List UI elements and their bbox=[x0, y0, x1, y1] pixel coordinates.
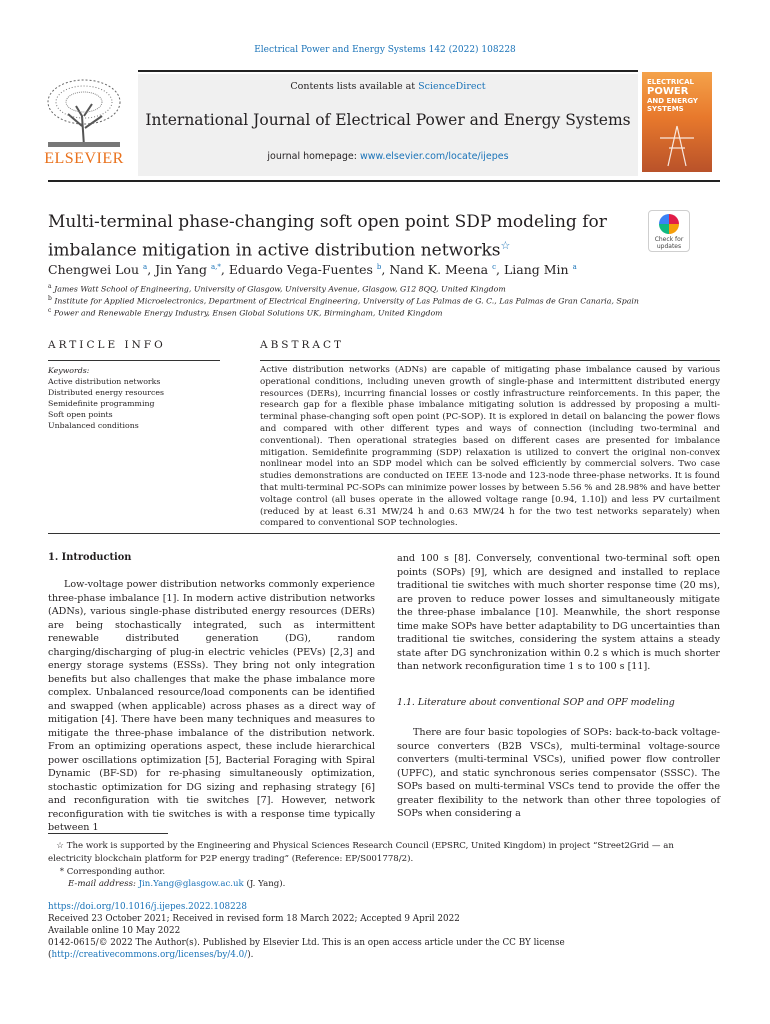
article-info-heading: ARTICLE INFO bbox=[48, 339, 166, 351]
funding-footnote-text: The work is supported by the Engineering and Physical Sciences Research Council (EPSRC, United Kingdom) in project “Street2Grid — an electricity blockchain platform for P2P energy trading” (Reference: EP/S001778/2). bbox=[48, 841, 674, 864]
keyword: Active distribution networks bbox=[48, 377, 161, 386]
homepage-prefix: journal homepage: bbox=[267, 151, 360, 162]
check-updates-icon bbox=[659, 214, 679, 234]
email-label: E-mail address: bbox=[68, 879, 136, 889]
license-prefix: 0142-0615/© 2022 The Author(s). Published by Elsevier Ltd. This is an open access article under the CC BY license ( bbox=[48, 938, 565, 960]
author-name: Chengwei Lou bbox=[48, 262, 140, 277]
journal-homepage bbox=[138, 151, 638, 162]
author-name: Eduardo Vega-Fuentes bbox=[228, 262, 373, 277]
keyword: Soft open points bbox=[48, 410, 113, 419]
check-for-updates-button[interactable] bbox=[648, 210, 690, 252]
affiliation-text: Institute for Applied Microelectronics, Department of Electrical Engineering, University of Las Palmas de G. C., Las Palmas de Gran Canaria, Spain bbox=[54, 296, 639, 306]
abstract-text: Active distribution networks (ADNs) are capable of mitigating phase imbalance caused by various operational conditions, including uneven growth of single-phase and intermittent distributed energy resources (DERs), incurring financial losses or costly infrastructure reinforcements. In this paper, the research gap for a flexible phase imbalance mitigating solution is addressed by proposing a multi-terminal phase-changing soft open point (PC-SOP). It is explored in detail on balancing the power flows and compared with other different types and ways of connection (including two-terminal and conventional). Then operational strategies based on different cases are presented for imbalance mitigation. Semidefinite programming (SDP) relaxation is utilized to convert the original non-convex nonlinear model into an SDP model which can be solved efficiently by commercial solvers. Two case studies demonstrations are conducted on IEEE 13-node and 123-node three-phase networks. It is found that multi-terminal PC-SOPs can minimize power losses by between 5.56 % and 28.98% and have better voltage control (all buses operate in the allowed voltage range [0.94, 1.10]) and less PV curtailment (reduced by at least 6.31 MW/24 h and 0.63 MW/24 h for the two test networks separately) when compared to conventional SOP technologies. bbox=[260, 365, 720, 529]
license-line bbox=[48, 938, 728, 961]
keyword: Unbalanced conditions bbox=[48, 421, 139, 430]
corresponding-mark: * bbox=[59, 867, 64, 877]
author-list: Chengwei Lou $^a$, Jin Yang $^{a,*}$, Eduardo Vega-Fuentes $^b$, Nand K. Meena $^c$, Liang Min $^a$ bbox=[48, 262, 577, 277]
author-name: Nand K. Meena bbox=[389, 262, 489, 277]
body-paragraph: There are four basic topologies of SOPs: back-to-back voltage-source converters (B2B VSCs), multi-terminal voltage-source converters (multi-terminal VSCs), unified power flow controller (UPFC), and static synchronous series compensator (SSSC). The SOPs based on multi-terminal VSCs tend to provide the offer the greater flexibility to the network than other three topologies of SOPs when considering a bbox=[397, 727, 720, 819]
homepage-link[interactable]: www.elsevier.com/locate/ijepes bbox=[359, 151, 509, 162]
online-date: Available online 10 May 2022 bbox=[48, 926, 181, 936]
journal-title: International Journal of Electrical Power and Energy Systems bbox=[145, 111, 631, 129]
abstract-rule bbox=[260, 360, 720, 361]
cover-line: SYSTEMS bbox=[647, 105, 684, 113]
corresponding-text: Corresponding author. bbox=[66, 867, 166, 877]
affiliation-mark: a bbox=[48, 283, 52, 290]
header-bottom-rule bbox=[48, 180, 720, 182]
funding-footnote-mark: ☆ bbox=[56, 841, 64, 851]
keyword: Semidefinite programming bbox=[48, 399, 155, 408]
title-footnote-mark[interactable]: ☆ bbox=[500, 239, 511, 252]
author-affil-mark[interactable]: b bbox=[376, 262, 382, 271]
publisher-name: ELSEVIER bbox=[44, 150, 124, 167]
info-rule bbox=[48, 360, 220, 361]
author-name: Liang Min bbox=[503, 262, 569, 277]
subsection-heading: 1.1. Literature about conventional SOP and OPF modeling bbox=[397, 697, 675, 708]
journal-cover-image bbox=[642, 72, 712, 172]
check-updates-label: Check for updates bbox=[654, 236, 684, 250]
section-heading: 1. Introduction bbox=[48, 552, 132, 563]
license-suffix: ). bbox=[247, 949, 254, 960]
abstract-heading: ABSTRACT bbox=[260, 339, 345, 351]
affiliation bbox=[48, 295, 728, 306]
author-affil-mark[interactable]: a,* bbox=[210, 262, 221, 271]
received-dates: Received 23 October 2021; Received in revised form 18 March 2022; Accepted 9 April 2022 bbox=[48, 914, 460, 924]
license-link[interactable]: http://creativecommons.org/licenses/by/4.0/ bbox=[51, 949, 248, 960]
cover-line: ELECTRICAL bbox=[647, 78, 694, 86]
cover-title bbox=[647, 78, 707, 113]
body-paragraph: Low-voltage power distribution networks commonly experience three-phase imbalance [1]. In modern active distribution networks (ADNs), various single-phase distributed energy resources (DERs) are being stochastically integrated, such as intermittent renewable distributed generation (DG), random charging/discharging of plug-in electric vehicles (PEVs) [2,3] and energy storage systems (ESSs). They bring not only integration benefits but also challenges that make the phase imbalance more complex. Unbalanced resource/load components can be identified and swapped (when applicable) across phases as a direct way of mitigation [4]. There have been many techniques and measures to mitigate the three-phase imbalance of the distribution network. From an optimizing operations aspect, these include hierarchical power oscillations optimization [5], Bacterial Foraging with Spiral Dynamic (BF-SD) for re-phasing simultaneously optimization, stochastic optimization for DG sizing and rephasing strategy [6] and reconfiguration with tie switches [7]. However, network reconfiguration with tie switches is with a response time typically between 1 bbox=[48, 579, 375, 833]
affiliation bbox=[48, 307, 728, 318]
sciencedirect-link[interactable]: ScienceDirect bbox=[418, 81, 486, 92]
journal-citation[interactable]: Electrical Power and Energy Systems 142 (2022) 108228 bbox=[254, 45, 516, 55]
affiliation-mark: b bbox=[48, 295, 52, 302]
affiliation-mark: c bbox=[48, 307, 52, 314]
body-left-column bbox=[48, 578, 375, 835]
author-affil-mark[interactable]: a bbox=[572, 262, 577, 271]
article-title-text: Multi-terminal phase-changing soft open point SDP modeling for imbalance mitigation in active distribution networks bbox=[48, 212, 607, 261]
keywords-label: Keywords: bbox=[48, 366, 90, 375]
cover-line: POWER bbox=[647, 86, 689, 97]
footnote-rule bbox=[48, 833, 168, 834]
article-title bbox=[48, 210, 628, 263]
affiliation-text: Power and Renewable Energy Industry, Ensen Global Solutions UK, Birmingham, United Kingdom bbox=[53, 308, 443, 318]
affiliation-text: James Watt School of Engineering, University of Glasgow, University Avenue, Glasgow, G12 8QQ, United Kingdom bbox=[54, 284, 506, 294]
body-right-column bbox=[397, 552, 720, 674]
cover-line: AND ENERGY bbox=[647, 97, 698, 105]
affiliation bbox=[48, 283, 728, 294]
contents-prefix: Contents lists available at bbox=[290, 81, 419, 92]
author-affil-mark[interactable]: c bbox=[492, 262, 497, 271]
funding-footnote bbox=[48, 840, 720, 865]
abstract-bottom-rule bbox=[48, 533, 720, 534]
body-right-column-2 bbox=[397, 726, 720, 821]
body-paragraph: and 100 s [8]. Conversely, conventional two-terminal soft open points (SOPs) [9], which are designed and installed to replace traditional tie switches with much shorter response time (20 ms), are proven to reduce power losses and simultaneously mitigate the three-phase imbalance [10]. Meanwhile, the short response time make SOPs have better adaptability to DG uncertainties than traditional tie switches, considering the system attains a steady state after DG synchronization within 0.2 s which is much shorter than network reconfiguration time 1 s to 100 s [11]. bbox=[397, 553, 720, 672]
email-link[interactable]: Jin.Yang@glasgow.ac.uk bbox=[138, 879, 244, 889]
keyword: Distributed energy resources bbox=[48, 388, 164, 397]
corresponding-footnote bbox=[48, 866, 720, 879]
contents-line bbox=[138, 81, 638, 92]
author-name: Jin Yang bbox=[155, 262, 207, 277]
author-affil-mark[interactable]: a bbox=[143, 262, 148, 271]
header-top-rule bbox=[138, 70, 638, 72]
doi-link[interactable]: https://doi.org/10.1016/j.ijepes.2022.108228 bbox=[48, 902, 247, 912]
email-suffix: (J. Yang). bbox=[246, 879, 286, 889]
email-line bbox=[68, 878, 720, 891]
